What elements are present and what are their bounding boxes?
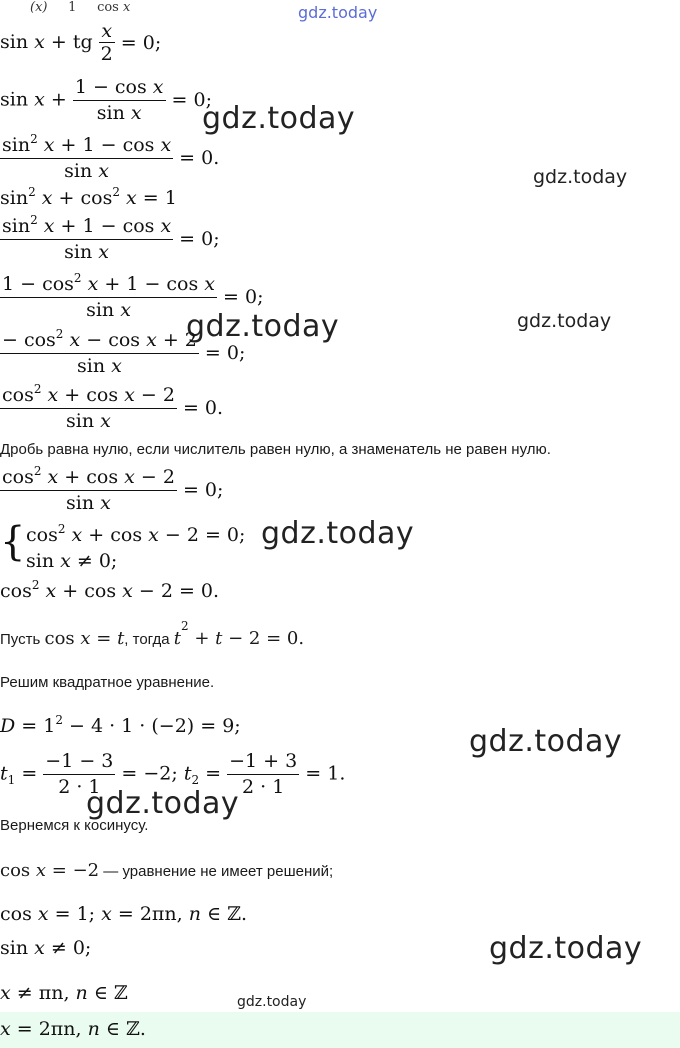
fraction-rule-text: Дробь равна нулю, если числитель равен нулю, а знаменатель не равен нулю. (0, 441, 551, 458)
equation-6: $\frac{1 - \cos^2 x + 1 - \cos x}{\text{sin x}}$ = 0; (2, 271, 264, 321)
equation-5: $\frac{\sin^2 x + 1 - \cos x}{\text{sin x}}$ = 0; (2, 213, 220, 263)
watermark: gdz.today (86, 786, 240, 821)
watermark: gdz.today (261, 516, 415, 551)
answer-line: x = 2πn, n ∈ ℤ. (0, 1018, 146, 1040)
equation-7: $\frac{- \cos^2 x - \cos x + 2}{\text{sin x}}$ = 0; (2, 327, 246, 377)
solve-quadratic-text: Решим квадратное уравнение. (0, 674, 215, 691)
watermark-top: gdz.today (298, 3, 378, 22)
system-line-2: sin x ≠ 0; (26, 550, 118, 572)
roots-line: $t_1$ = $\frac{-1 - 3}{2 \cdot 1}$ = −2; $t_2$ = $\frac{-1 + 3}{2 \cdot 1}$ = 1. (0, 750, 346, 798)
watermark: gdz.today (469, 724, 623, 759)
x-not-pi-n-line: x ≠ πn, n ∈ ℤ (0, 982, 128, 1004)
watermark: gdz.today (533, 166, 628, 188)
clipped-previous-line: (x) 1 cos x (30, 0, 131, 15)
equation-8: $\frac{\cos^2 x + \cos x - 2}{\text{sin x}}$ = 0. (2, 382, 224, 432)
equation-2: sin x + $\frac{\text{1 − cos x}}{\text{sin x}}$ = 0; (0, 76, 212, 124)
sin-not-zero-line: sin x ≠ 0; (0, 937, 92, 959)
no-solutions-text: — уравнение не имеет решений; (99, 863, 334, 880)
equation-9: $\frac{\cos^2 x + \cos x - 2}{\text{sin x}}$ = 0; (2, 464, 224, 514)
equation-10: $\cos^2 x + \cos x - 2 = 0$. (0, 578, 220, 602)
let-prefix: Пусть (0, 631, 41, 648)
identity-line: $\sin^2 x + \cos^2 x = 1$ (0, 185, 177, 209)
answer-highlight (0, 1012, 680, 1048)
return-cosine-text: Вернемся к косинусу. (0, 817, 149, 834)
watermark: gdz.today (489, 931, 643, 966)
watermark: gdz.today (186, 309, 340, 344)
watermark: gdz.today (517, 310, 612, 332)
equation-3: $\frac{\sin^2 x + 1 - \cos x}{\text{sin x}}$ = 0. (2, 132, 220, 182)
substitution-line: Пусть cos x = t, тогда $t^2 + t - 2 = 0$. (0, 619, 305, 649)
discriminant-line: $D = 1^2 - 4 \cdot 1 \cdot (-2) = 9$; (0, 713, 241, 737)
watermark: gdz.today (237, 994, 307, 1010)
equation-1: sin x + tg $\frac{x}{2}$ = 0; (0, 20, 162, 65)
system-brace: { (0, 519, 26, 565)
no-solution-line: cos x = −2 — уравнение не имеет решений; (0, 860, 334, 881)
system-line-1: $\cos^2 x + \cos x - 2 = 0$; (26, 522, 246, 546)
watermark: gdz.today (202, 101, 356, 136)
let-middle: , тогда (124, 631, 170, 648)
cos-equals-one-line: cos x = 1; x = 2πn, n ∈ ℤ. (0, 903, 248, 925)
